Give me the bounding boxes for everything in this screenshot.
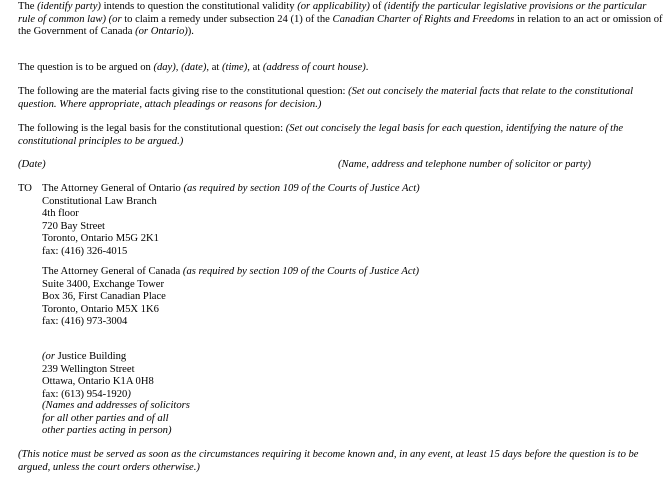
solicitor-placeholder: (Name, address and telephone number of solicitor or party) <box>338 159 591 170</box>
italic-text: (Names and addresses of solicitors <box>42 400 190 411</box>
address-line: Toronto, Ontario M5X 1K6 <box>42 303 159 315</box>
notice-paragraph-legal-basis <box>18 123 663 148</box>
italic-text: (day), (date) <box>153 62 207 73</box>
address-justice-building <box>42 351 662 401</box>
italic-text: (identify party) <box>37 1 101 12</box>
italic-text: (or applicability) <box>297 1 370 12</box>
notice-paragraph-hearing <box>18 62 663 75</box>
address-line: Box 36, First Canadian Place <box>42 291 166 303</box>
italic-text: ) <box>127 388 131 400</box>
text: The question is to be argued on <box>18 62 154 73</box>
to-label: TO <box>18 183 32 194</box>
address-heading <box>42 351 662 364</box>
text: in relation to an act or omission of the Government of Canada <box>18 13 663 38</box>
address-line: Toronto, Ontario M5G 2K1 <box>42 233 159 245</box>
address-ag-ontario <box>42 183 662 259</box>
addressee-note: (as required by section 109 of the Courts of Justice Act) <box>180 266 420 277</box>
italic-text: (Set out concisely the legal basis for each question, identifying the nature of the constitutional principles to be argued.) <box>18 123 624 147</box>
italic-text: (or <box>42 351 55 362</box>
addressee-name: The Attorney General of Canada <box>42 266 181 277</box>
text: , at <box>247 62 263 73</box>
address-line: 720 Bay Street <box>42 220 105 232</box>
italic-text: other parties acting in person) <box>42 425 172 437</box>
fax-line: fax: (416) 973-3004 <box>42 316 128 328</box>
italic-text: (Set out concisely the material facts that relate to the constitutional question. Where appropriate, attach pleadings or reasons for decision.) <box>18 86 634 110</box>
address-line: Suite 3400, Exchange Tower <box>42 278 165 290</box>
address-line: Constitutional Law Branch <box>42 195 157 207</box>
addressee-note: (as required by section 109 of the Courts of Justice Act) <box>180 183 420 194</box>
text: intends to question the constitutional validity <box>100 1 298 12</box>
text: The <box>18 1 38 12</box>
italic-text: (This notice must be served as soon as the circumstances requiring it become known and, in any event, at least 15 days before the question is to be argued, unless the court orders otherwise.) <box>18 449 639 473</box>
address-line: 4th floor <box>42 208 79 220</box>
fax-line: fax: (416) 326-4015 <box>42 245 128 257</box>
italic-text: (time) <box>221 62 248 73</box>
text: , at <box>206 62 222 73</box>
address-heading <box>42 183 662 196</box>
italic-text: (or <box>108 13 122 25</box>
date-placeholder: (Date) <box>18 159 46 170</box>
text: The following is the legal basis for the constitutional question: <box>18 123 286 134</box>
text: of <box>369 1 385 12</box>
address-heading <box>42 266 662 279</box>
address-ag-canada <box>42 266 662 329</box>
text: . <box>365 62 369 73</box>
notice-paragraph-intent <box>18 1 663 39</box>
address-line: 239 Wellington Street <box>42 363 135 375</box>
text: The following are the material facts giving rise to the constitutional question: <box>18 86 349 97</box>
italic-text: (or Ontario) <box>135 26 188 38</box>
address-other-parties <box>42 400 662 438</box>
text: to claim a remedy under subsection 24 (1) of the <box>121 13 333 25</box>
italic-text: Canadian Charter of Rights and Freedoms <box>332 13 515 25</box>
address-line: Ottawa, Ontario K1A 0H8 <box>42 376 154 388</box>
service-notice <box>18 449 663 474</box>
italic-text: (address of court house) <box>262 62 366 73</box>
italic-text: (identify the particular legislative provisions or the particular rule of common law) <box>18 1 647 25</box>
text: fax: (613) 954-1920 <box>42 388 128 400</box>
addressee-name: The Attorney General of Ontario <box>42 183 181 194</box>
italic-text: for all other parties and of all <box>42 412 169 424</box>
text: ). <box>187 26 194 38</box>
addressee-name: Justice Building <box>54 351 127 362</box>
notice-paragraph-facts <box>18 86 663 111</box>
